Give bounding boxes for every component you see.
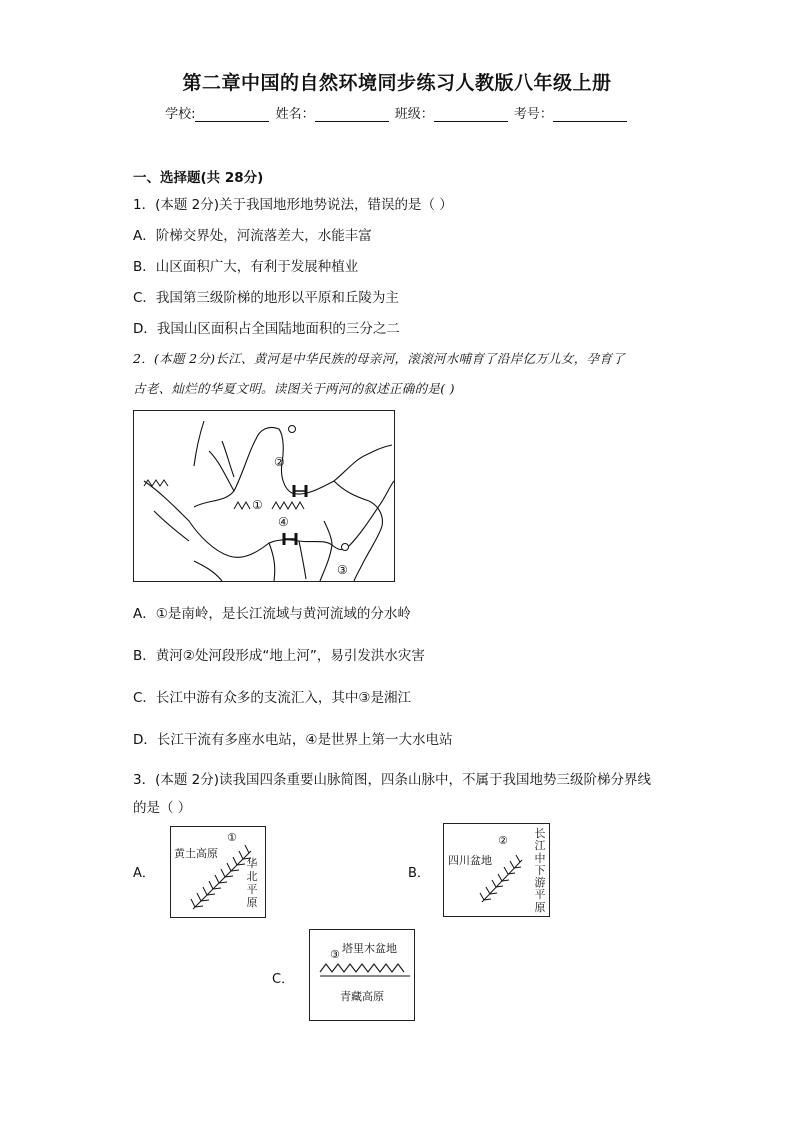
rivers-map: [133, 410, 395, 582]
q1-option-c[interactable]: C．我国第三级阶梯的地形以平原和丘陵为主: [133, 290, 399, 306]
number-blank[interactable]: [553, 108, 627, 122]
q2-stem-line1: 2．(本题 2分)长江、黄河是中华民族的母亲河，滚滚河水哺育了沿岸亿万儿女，孕育了: [133, 351, 625, 366]
q1-option-d[interactable]: D．我国山区面积占全国陆地面积的三分之二: [133, 321, 400, 337]
number-label: 考号：: [513, 107, 553, 122]
q2-option-d[interactable]: D．长江干流有多座水电站，④是世界上第一大水电站: [133, 732, 453, 748]
q3-option-c-letter[interactable]: C．: [272, 972, 295, 987]
q2-option-c[interactable]: C．长江中游有众多的支流汇入，其中③是湘江: [133, 690, 412, 706]
q2-stem-line2: 古老、灿烂的华夏文明。读图关于两河的叙述正确的是( ): [133, 381, 455, 396]
q3-stem-line1: 3．(本题 2分)读我国四条重要山脉简图，四条山脉中，不属于我国地势三级阶梯分界线: [133, 772, 652, 788]
q3-b-right-label: 长 江 中 下 游 平 原: [534, 827, 546, 914]
page-title: 第二章中国的自然环境同步练习人教版八年级上册: [182, 72, 612, 94]
q3-stem-line2: 的是（ ）: [133, 800, 192, 816]
q3-a-right-label: 华 北 平 原: [246, 857, 258, 909]
q3-b-number: ②: [498, 834, 508, 847]
q3-option-b-diagram[interactable]: [443, 823, 550, 917]
rivers-map-drawing: [134, 411, 394, 581]
class-blank[interactable]: [434, 108, 508, 122]
q1-option-a[interactable]: A．阶梯交界处，河流落差大，水能丰富: [133, 228, 372, 244]
class-label: 班级：: [394, 107, 434, 122]
q3-c-bottom-label: 青藏高原: [340, 990, 384, 1003]
name-label: 姓名：: [275, 107, 315, 122]
school-blank[interactable]: [195, 108, 269, 122]
q3-option-c-diagram[interactable]: [309, 929, 415, 1021]
q3-a-number: ①: [227, 831, 237, 844]
map-mark-1: ①: [252, 498, 263, 512]
student-info-line: [0, 103, 794, 122]
q1-stem: 1．(本题 2分)关于我国地形地势说法，错误的是（ ）: [133, 197, 453, 213]
name-blank[interactable]: [315, 108, 389, 122]
map-mark-3: ③: [337, 563, 348, 577]
q3-option-a-diagram[interactable]: [170, 826, 266, 918]
q3-c-top-label: 塔里木盆地: [342, 942, 397, 955]
school-label: 学校:: [165, 107, 196, 122]
q2-option-b[interactable]: B．黄河②处河段形成“地上河”，易引发洪水灾害: [133, 648, 425, 664]
q3-option-a-letter[interactable]: A．: [133, 866, 155, 881]
section-heading: 一、选择题(共 28分): [133, 170, 264, 186]
q3-option-b-letter[interactable]: B．: [408, 866, 430, 881]
q3-b-left-label: 四川盆地: [448, 854, 492, 867]
q1-option-b[interactable]: B．山区面积广大，有利于发展种植业: [133, 259, 359, 275]
q3-c-number: ③: [330, 948, 340, 961]
map-mark-4: ④: [278, 515, 289, 529]
map-mark-2: ②: [274, 455, 285, 469]
q3-a-left-label: 黄土高原: [174, 847, 218, 860]
q2-option-a[interactable]: A．①是南岭，是长江流域与黄河流域的分水岭: [133, 606, 411, 622]
